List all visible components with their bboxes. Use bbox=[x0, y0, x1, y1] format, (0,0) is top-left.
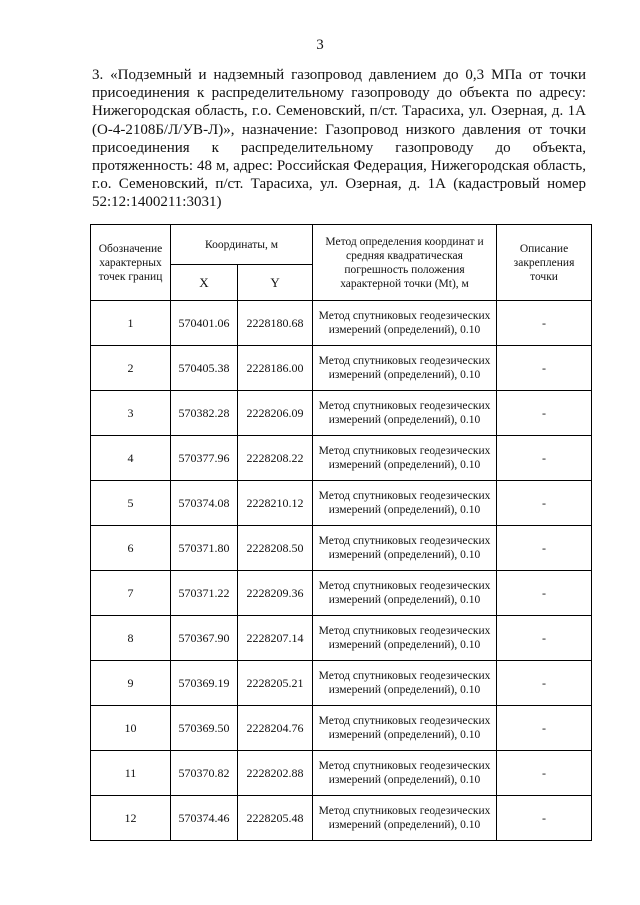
description-cell: - bbox=[497, 436, 592, 481]
description-cell: - bbox=[497, 526, 592, 571]
header-x: X bbox=[171, 265, 238, 301]
description-cell: - bbox=[497, 571, 592, 616]
y-coordinate-cell: 2228210.12 bbox=[238, 481, 313, 526]
description-cell: - bbox=[497, 616, 592, 661]
y-coordinate-cell: 2228186.00 bbox=[238, 346, 313, 391]
y-coordinate-cell: 2228205.21 bbox=[238, 661, 313, 706]
header-description: Описание закрепления точки bbox=[497, 225, 592, 301]
point-number-cell: 1 bbox=[91, 301, 171, 346]
method-cell: Метод спутниковых геодезических измерений (определений), 0.10 bbox=[313, 751, 497, 796]
table-row bbox=[91, 796, 592, 841]
x-coordinate-cell: 570382.28 bbox=[171, 391, 238, 436]
table-row bbox=[91, 391, 592, 436]
point-number-cell: 2 bbox=[91, 346, 171, 391]
table-row bbox=[91, 301, 592, 346]
y-coordinate-cell: 2228208.22 bbox=[238, 436, 313, 481]
x-coordinate-cell: 570401.06 bbox=[171, 301, 238, 346]
x-coordinate-cell: 570369.19 bbox=[171, 661, 238, 706]
table-row bbox=[91, 616, 592, 661]
header-method: Метод определения координат и средняя квадратическая погрешность положения характерной точки (Mt), м bbox=[313, 225, 497, 301]
method-cell: Метод спутниковых геодезических измерений (определений), 0.10 bbox=[313, 346, 497, 391]
y-coordinate-cell: 2228180.68 bbox=[238, 301, 313, 346]
y-coordinate-cell: 2228206.09 bbox=[238, 391, 313, 436]
table-row bbox=[91, 571, 592, 616]
description-cell: - bbox=[497, 481, 592, 526]
point-number-cell: 3 bbox=[91, 391, 171, 436]
point-number-cell: 10 bbox=[91, 706, 171, 751]
y-coordinate-cell: 2228202.88 bbox=[238, 751, 313, 796]
y-coordinate-cell: 2228204.76 bbox=[238, 706, 313, 751]
table-row bbox=[91, 436, 592, 481]
y-coordinate-cell: 2228207.14 bbox=[238, 616, 313, 661]
x-coordinate-cell: 570377.96 bbox=[171, 436, 238, 481]
method-cell: Метод спутниковых геодезических измерений (определений), 0.10 bbox=[313, 391, 497, 436]
header-y: Y bbox=[238, 265, 313, 301]
description-cell: - bbox=[497, 751, 592, 796]
point-number-cell: 5 bbox=[91, 481, 171, 526]
method-cell: Метод спутниковых геодезических измерений (определений), 0.10 bbox=[313, 616, 497, 661]
x-coordinate-cell: 570369.50 bbox=[171, 706, 238, 751]
table-row bbox=[91, 526, 592, 571]
y-coordinate-cell: 2228209.36 bbox=[238, 571, 313, 616]
description-cell: - bbox=[497, 796, 592, 841]
point-number-cell: 12 bbox=[91, 796, 171, 841]
y-coordinate-cell: 2228208.50 bbox=[238, 526, 313, 571]
description-cell: - bbox=[497, 301, 592, 346]
x-coordinate-cell: 570405.38 bbox=[171, 346, 238, 391]
y-coordinate-cell: 2228205.48 bbox=[238, 796, 313, 841]
header-point-designation: Обозначение характерных точек границ bbox=[91, 225, 171, 301]
method-cell: Метод спутниковых геодезических измерений (определений), 0.10 bbox=[313, 526, 497, 571]
table-row bbox=[91, 751, 592, 796]
x-coordinate-cell: 570374.08 bbox=[171, 481, 238, 526]
point-number-cell: 9 bbox=[91, 661, 171, 706]
table-row bbox=[91, 346, 592, 391]
point-number-cell: 6 bbox=[91, 526, 171, 571]
method-cell: Метод спутниковых геодезических измерений (определений), 0.10 bbox=[313, 481, 497, 526]
header-coordinates: Координаты, м bbox=[171, 225, 313, 265]
table-row bbox=[91, 481, 592, 526]
table-body bbox=[91, 301, 592, 841]
point-number-cell: 4 bbox=[91, 436, 171, 481]
method-cell: Метод спутниковых геодезических измерений (определений), 0.10 bbox=[313, 571, 497, 616]
method-cell: Метод спутниковых геодезических измерений (определений), 0.10 bbox=[313, 661, 497, 706]
description-cell: - bbox=[497, 661, 592, 706]
description-cell: - bbox=[497, 706, 592, 751]
point-number-cell: 8 bbox=[91, 616, 171, 661]
table-header bbox=[91, 225, 592, 301]
method-cell: Метод спутниковых геодезических измерений (определений), 0.10 bbox=[313, 436, 497, 481]
boundary-points-table bbox=[90, 224, 592, 841]
x-coordinate-cell: 570371.80 bbox=[171, 526, 238, 571]
table-row bbox=[91, 706, 592, 751]
table-row bbox=[91, 661, 592, 706]
object-description-paragraph: 3. «Подземный и надземный газопровод давлением до 0,3 МПа от точки присоединения к распределительному газопроводу до объекта по адресу: Нижегородская область, г.о. Семеновский, п/ст. Тарасиха, ул. Озерная, д. 1А (О-4-2108Б/Л/УВ-Л)», назначение: Газопровод низкого давления от точки присоединения к распределительному газопроводу до объекта, протяженность: 48 м, адрес: Российская Федерация, Нижегородская область, г.о. Семеновский, п/ст. Тарасиха, ул. Озерная, д. 1А (кадастровый номер 52:12:1400211:3031) bbox=[92, 67, 586, 211]
description-cell: - bbox=[497, 346, 592, 391]
method-cell: Метод спутниковых геодезических измерений (определений), 0.10 bbox=[313, 706, 497, 751]
method-cell: Метод спутниковых геодезических измерений (определений), 0.10 bbox=[313, 796, 497, 841]
x-coordinate-cell: 570371.22 bbox=[171, 571, 238, 616]
page-number: 3 bbox=[316, 37, 324, 53]
x-coordinate-cell: 570367.90 bbox=[171, 616, 238, 661]
point-number-cell: 7 bbox=[91, 571, 171, 616]
x-coordinate-cell: 570370.82 bbox=[171, 751, 238, 796]
point-number-cell: 11 bbox=[91, 751, 171, 796]
method-cell: Метод спутниковых геодезических измерений (определений), 0.10 bbox=[313, 301, 497, 346]
description-cell: - bbox=[497, 391, 592, 436]
x-coordinate-cell: 570374.46 bbox=[171, 796, 238, 841]
